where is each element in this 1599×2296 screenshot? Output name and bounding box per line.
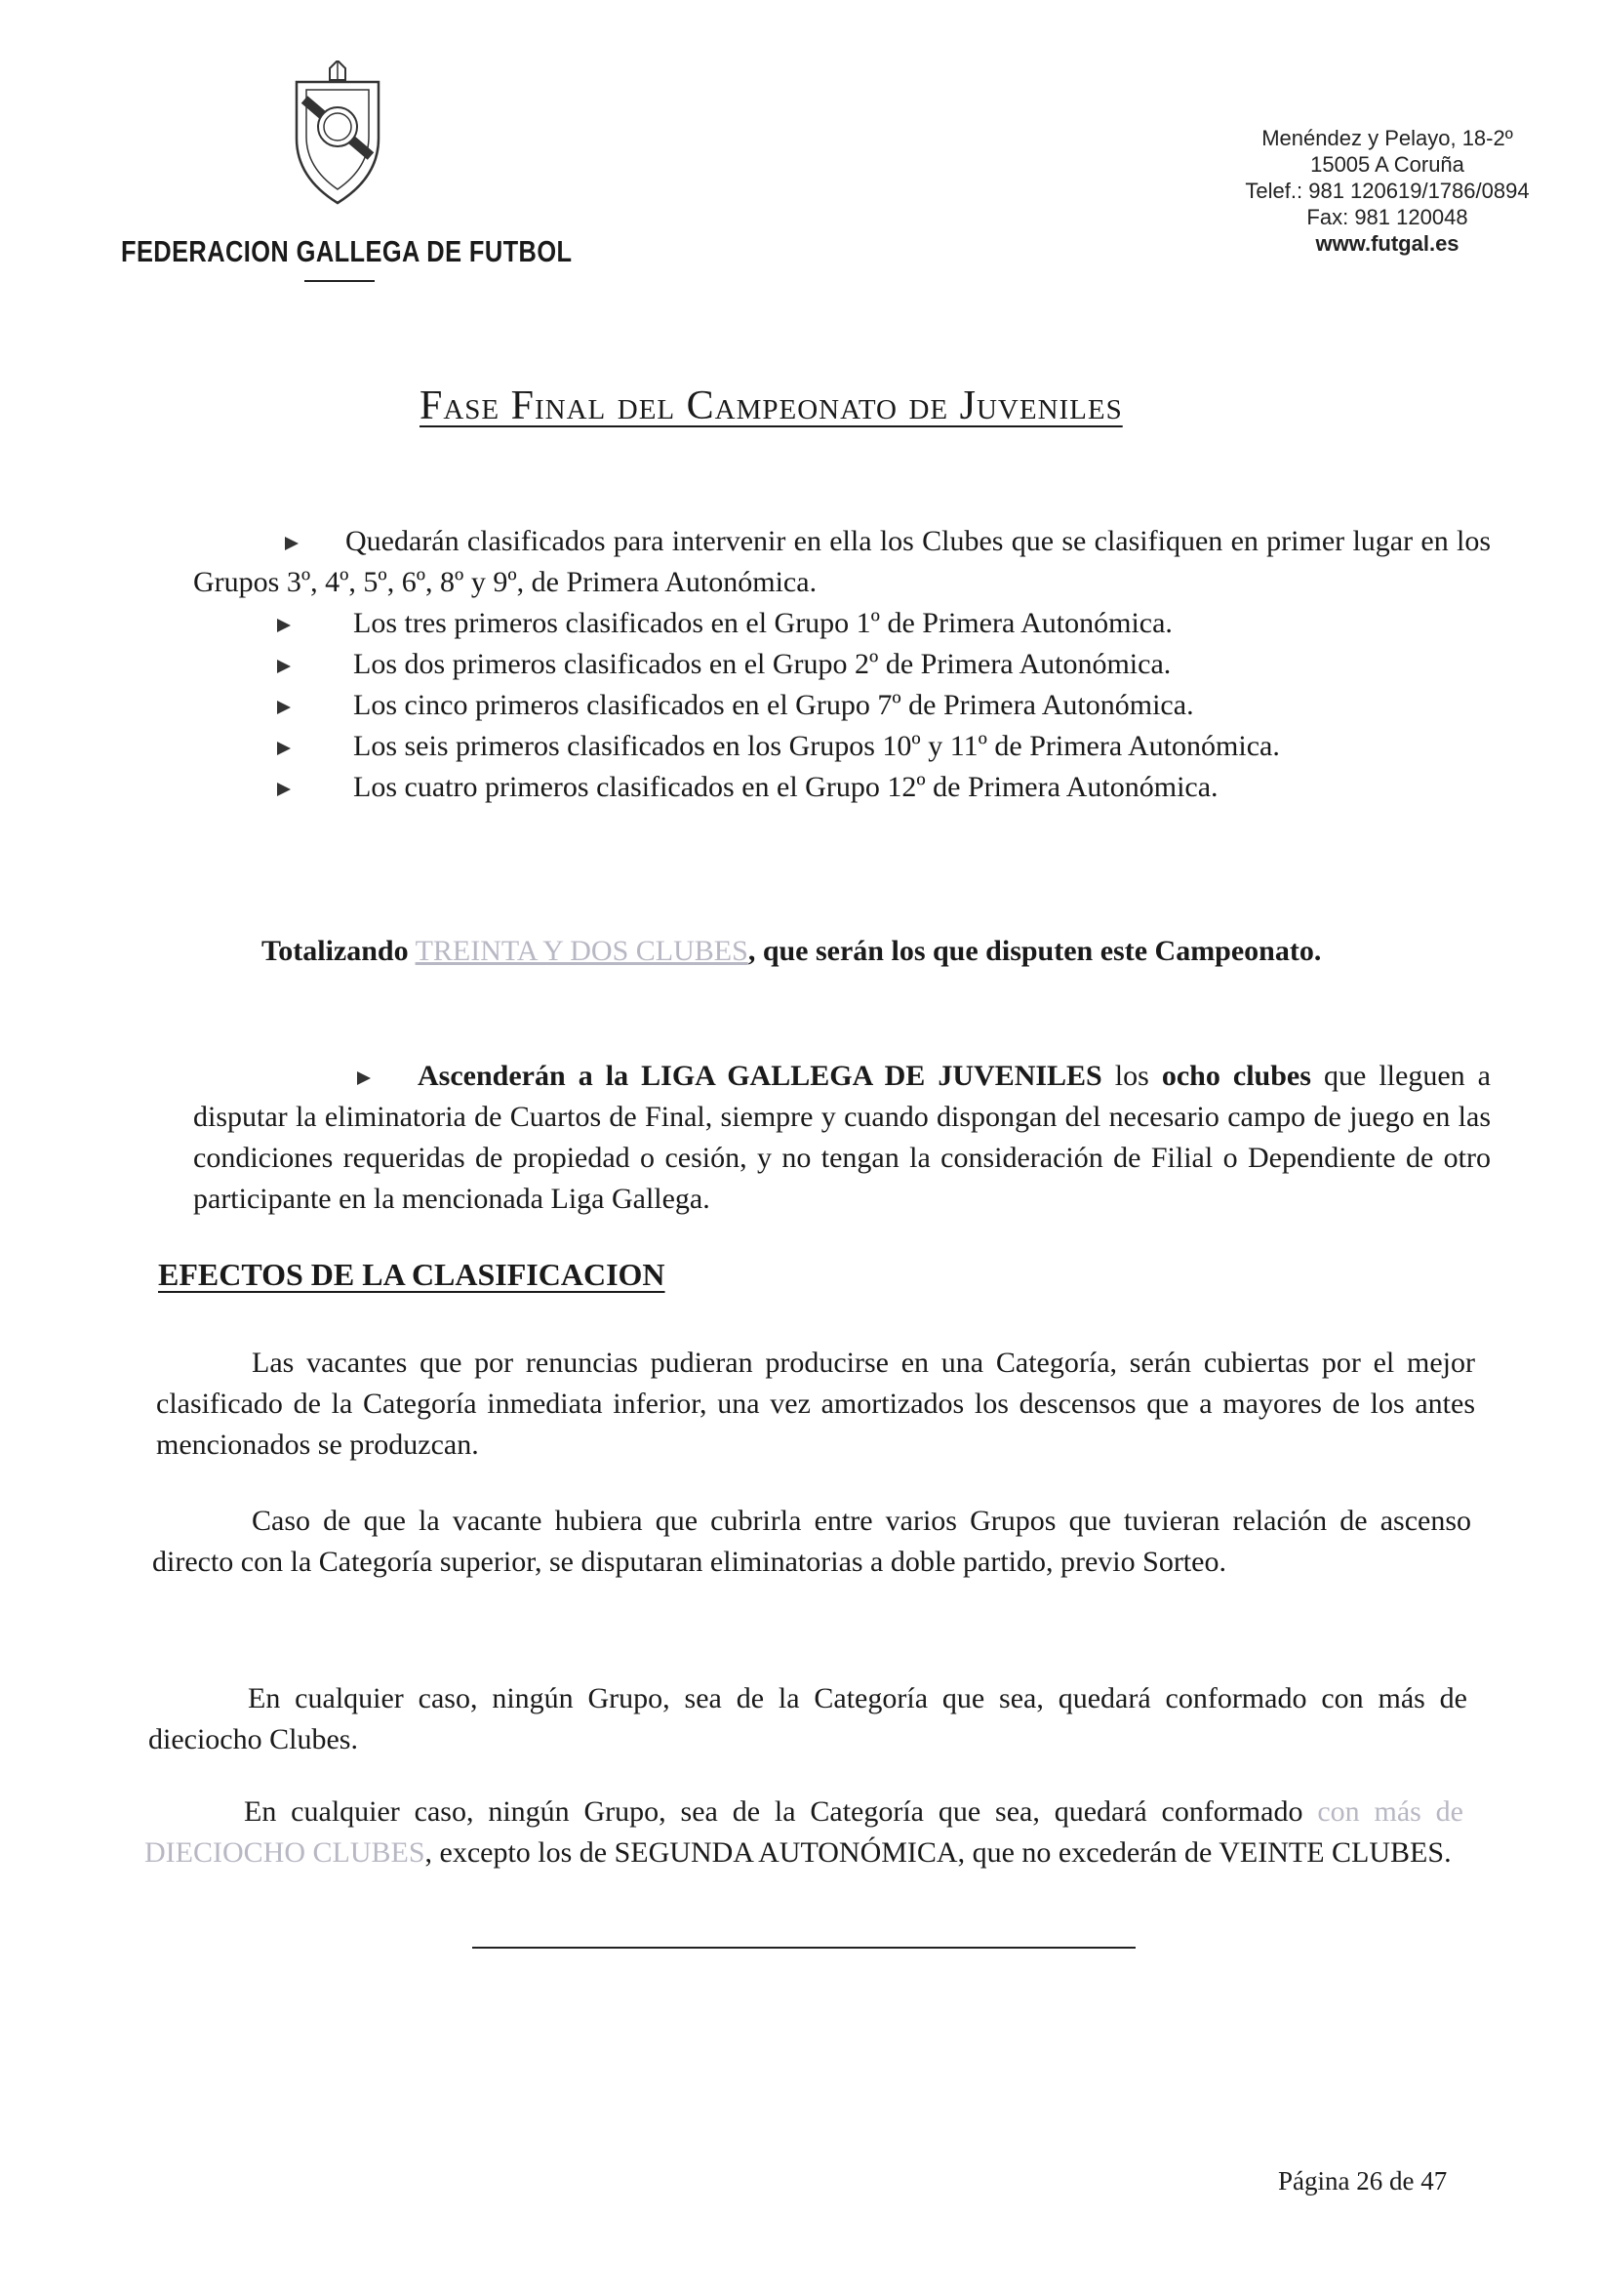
qualification-first-text: Quedarán clasificados para intervenir en ella los Clubes que se clasifiquen en primer lugar en los Grupos 3º, 4º, 5º, 6º, 8º y 9º, de Primera Autonómica. [193, 525, 1491, 598]
list-item [277, 644, 1280, 685]
promotion-paragraph [193, 1056, 1491, 1220]
page-number: Página 26 de 47 [1278, 2166, 1448, 2195]
list-item [277, 726, 1280, 767]
p4-end: , excepto los de SEGUNDA AUTONÓMICA, que no excederán de VEINTE CLUBES. [424, 1836, 1452, 1869]
paragraph-tiebreak: Caso de que la vacante hubiera que cubrirla entre varios Grupos que tuvieran relación de ascenso directo con la Categoría superior, se disputaran eliminatorias a doble partido, previo Sorteo. [152, 1505, 1471, 1578]
list-item [277, 603, 1280, 644]
list-item-text: Los dos primeros clasificados en el Grupo 2º de Primera Autonómica. [353, 648, 1172, 680]
total-suffix: , que serán los que disputen este Campeonato. [747, 935, 1322, 967]
promotion-lead: Ascenderán a la LIGA GALLEGA DE JUVENILES [418, 1060, 1102, 1092]
list-item [277, 685, 1280, 726]
contact-block [1231, 125, 1543, 257]
total-highlight: TREINTA Y DOS CLUBES [415, 935, 748, 967]
address-city: 15005 A Coruña [1310, 152, 1464, 177]
list-item-text: Los seis primeros clasificados en los Grupos 10º y 11º de Primera Autonómica. [353, 730, 1280, 762]
list-item-text: Los tres primeros clasificados en el Grupo 1º de Primera Autonómica. [353, 607, 1173, 639]
fax-number: Fax: 981 120048 [1306, 205, 1468, 229]
header-divider [304, 280, 375, 282]
end-divider [472, 1947, 1136, 1949]
promotion-mid: los [1101, 1060, 1162, 1092]
address-street: Menéndez y Pelayo, 18-2º [1261, 126, 1513, 150]
promotion-bold: ocho clubes [1161, 1060, 1311, 1092]
organization-name: FEDERACION GALLEGA DE FUTBOL [121, 234, 573, 268]
arrow-bullet-icon [285, 537, 299, 550]
p4-start: En cualquier caso, ningún Grupo, sea de la Categoría que sea, quedará conformado [244, 1795, 1318, 1828]
arrow-bullet-icon [277, 742, 291, 755]
section-heading: EFECTOS DE LA CLASIFICACION [158, 1257, 665, 1292]
qualification-first-item [193, 521, 1491, 603]
arrow-bullet-icon [277, 619, 291, 632]
total-clubs-line [261, 935, 1321, 968]
qualification-list [277, 603, 1280, 808]
arrow-bullet-icon [357, 1071, 371, 1085]
website-link[interactable]: www.futgal.es [1315, 231, 1459, 256]
arrow-bullet-icon [277, 783, 291, 796]
list-item [277, 767, 1280, 808]
paragraph-group-limit: En cualquier caso, ningún Grupo, sea de la Categoría que sea, quedará conformado con más de dieciocho Clubes. [148, 1682, 1467, 1755]
page-title: Fase Final del Campeonato de Juveniles [420, 383, 1123, 428]
list-item-text: Los cuatro primeros clasificados en el Grupo 12º de Primera Autonómica. [353, 771, 1219, 803]
paragraph-group-limit-exception [144, 1792, 1463, 1873]
arrow-bullet-icon [277, 701, 291, 714]
p4-faded: con más de DIECIOCHO CLUBES [144, 1795, 1463, 1869]
paragraph-vacancies: Las vacantes que por renuncias pudieran producirse en una Categoría, serán cubiertas por el mejor clasificado de la Categoría inmediata inferior, una vez amortizados los descensos que a mayores de los antes mencionados se produzcan. [156, 1347, 1475, 1461]
list-item-text: Los cinco primeros clasificados en el Grupo 7º de Primera Autonómica. [353, 689, 1194, 721]
arrow-bullet-icon [277, 660, 291, 673]
total-prefix: Totalizando [261, 935, 409, 967]
promotion-rest: que lleguen a disputar la eliminatoria de Cuartos de Final, siempre y cuando dispongan del necesario campo de juego en las condiciones requeridas de propiedad o cesión, y no tengan la consideración de Filial o Dependiente de otro participante en la mencionada Liga Gallega. [193, 1060, 1491, 1215]
federation-crest-logo [291, 60, 384, 207]
phone-numbers: Telef.: 981 120619/1786/0894 [1245, 179, 1530, 203]
